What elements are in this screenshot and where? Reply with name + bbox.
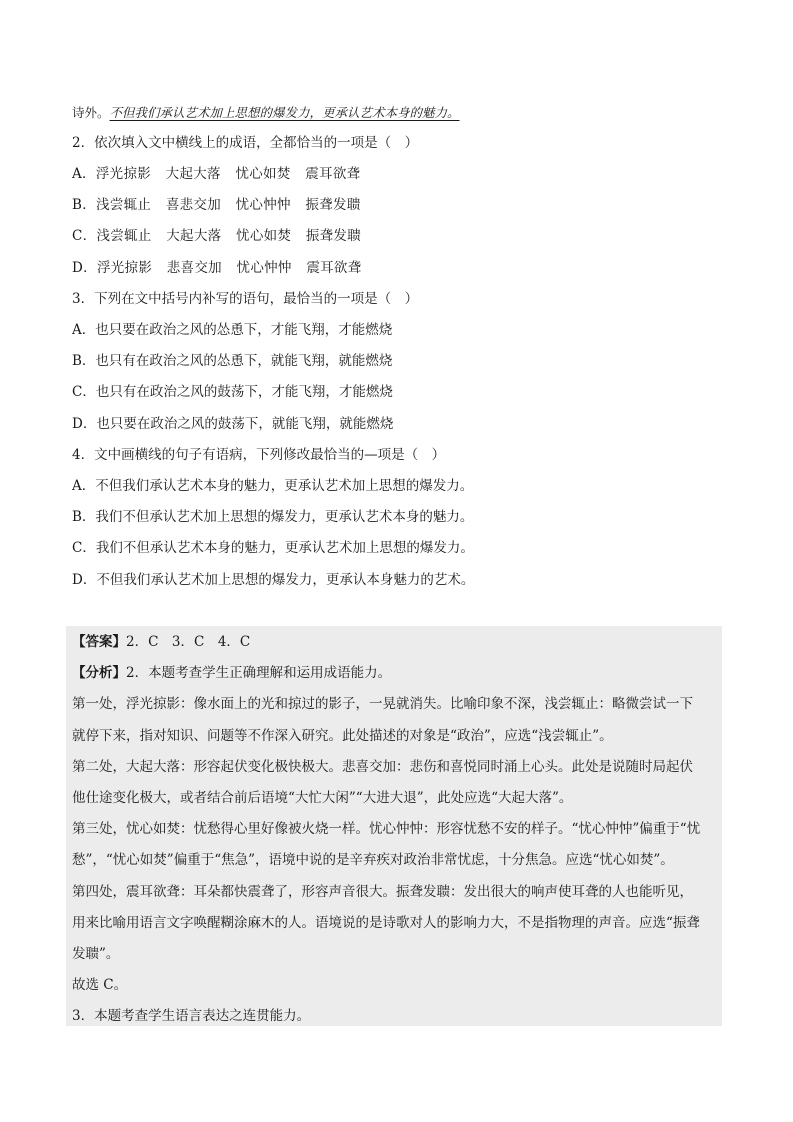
question-4-option-b: B．我们不但承认艺术加上思想的爆发力，更承认艺术本身的魅力。 [72,509,474,525]
question-2-option-b: B．浅尝辄止 喜悲交加 忧心忡忡 振聋发聩 [72,197,361,213]
analysis-text-line: 就停下来，指对知识、问题等不作深入研究。此处描述的对象是“政治”，应选“浅尝辄止”。 [72,728,613,744]
question-4-option-a: A．不但我们承认艺术本身的魅力，更承认艺术加上思想的爆发力。 [72,478,474,494]
analysis-text-line: 他仕途变化极大，或者结合前后语境“大忙大闲”“大进大退”，此处应选“大起大落”。 [72,790,573,806]
question-2-option-d: D．浮光掠影 悲喜交加 忧心忡忡 震耳欲聋 [72,260,362,276]
question-3-option-a: A．也只要在政治之风的怂恿下，才能飞翔，才能燃烧 [72,322,393,338]
underlined-sentence: 不但我们承认艺术加上思想的爆发力，更承认艺术本身的魅力。 [109,105,460,120]
answer-line [72,632,722,652]
analysis-text-line: 第三处，忧心如焚：忧愁得心里好像被火烧一样。忧心忡忡：形容忧愁不安的样子。“忧心忡忡”偏重于“忧 [72,821,701,837]
intro-lead: 诗外。 [72,105,110,120]
question-4-option-c: C．我们不但承认艺术本身的魅力，更承认艺术加上思想的爆发力。 [72,540,474,556]
analysis-text-line: 用来比喻用语言文字唤醒糊涂麻木的人。语境说的是诗歌对人的影响力大，不是指物理的声音。应选“振聋 [72,915,700,931]
answer-values: 2．C 3．C 4．C [126,634,251,650]
analysis-text-line: 发聩”。 [72,946,120,962]
analysis-text-line: 愁”，“忧心如焚”偏重于“焦急”，语境中说的是辛弃疾对政治非常忧虑，十分焦急。应选“忧心如焚”。 [72,852,674,868]
question-4-stem: 4．文中画横线的句子有语病，下列修改最恰当的—项是（ ） [72,447,446,463]
answer-tag: 【答案】 [72,634,126,650]
question-3-option-d: D．也只要在政治之风的鼓荡下，就能飞翔，就能燃烧 [72,416,394,432]
intro-line [72,103,722,123]
analysis-tag: 【分析】 [72,665,126,681]
analysis-line [72,663,722,683]
question-2-option-c: C．浅尝辄止 大起大落 忧心如焚 振聋发聩 [72,228,362,244]
analysis-text-line: 故选 C。 [72,977,128,993]
question-3-stem: 3．下列在文中括号内补写的语句，最恰当的一项是（ ） [72,291,419,307]
analysis-text-line: 第一处，浮光掠影：像水面上的光和掠过的影子，一晃就消失。比喻印象不深，浅尝辄止：略微尝试一下 [72,696,693,712]
question-3-option-b: B．也只有在政治之风的怂恿下，就能飞翔，就能燃烧 [72,353,393,369]
analysis-text-line: 第四处，震耳欲聋：耳朵都快震聋了，形容声音很大。振聋发聩：发出很大的响声使耳聋的人也能听见， [72,884,693,900]
analysis-text-line: 3．本题考查学生语言表达之连贯能力。 [72,1008,311,1024]
question-2-stem: 2．依次填入文中横线上的成语，全都恰当的一项是（ ） [72,135,419,151]
question-2-option-a: A．浮光掠影 大起大落 忧心如焚 震耳欲聋 [72,166,361,182]
question-3-option-c: C．也只有在政治之风的鼓荡下，才能飞翔，才能燃烧 [72,384,393,400]
question-4-option-d: D．不但我们承认艺术加上思想的爆发力，更承认本身魅力的艺术。 [72,572,475,588]
analysis-lead: 2．本题考查学生正确理解和运用成语能力。 [126,665,392,681]
analysis-text-line: 第二处，大起大落：形容起伏变化极快极大。悲喜交加：悲伤和喜悦同时涌上心头。此处是说随时局起伏 [72,759,693,775]
